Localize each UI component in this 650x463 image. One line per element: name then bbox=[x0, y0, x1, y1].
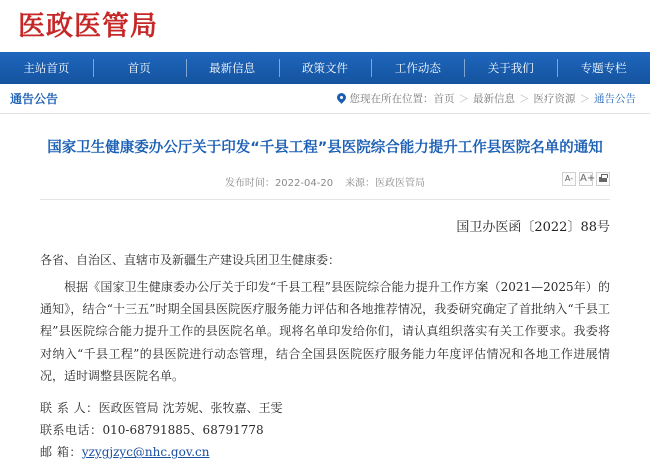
contact-mail: 邮 箱：yzygjzyc@nhc.gov.cn bbox=[40, 445, 210, 460]
article-tools bbox=[562, 172, 610, 186]
font-increase-button[interactable]: A+ bbox=[580, 172, 596, 184]
breadcrumb bbox=[0, 84, 650, 114]
breadcrumb-prefix: 您现在所在位置： bbox=[349, 93, 434, 105]
document-number: 国卫办医函〔2022〕88号 bbox=[456, 219, 610, 235]
nav-item-home[interactable]: 首页 bbox=[93, 52, 186, 84]
body-paragraph-1: 根据《国家卫生健康委办公厅关于印发“千县工程”县医院综合能力提升工作方案（2021—2025年）的通知》，结合“十三五”时期全国县医院医疗服务能力评估和各地推荐情况，我委研究确定了首批纳入“千县工程”县医院综合能力提升工作的县医院名单。现将名单印发给你们，请认真组织落实有关工作要求。我委将对纳入“千县工程”的县医院进行动态管理，结合全国县医院医疗服务能力年度评估情况和各地工作进展情况，适时调整县医院名单。 bbox=[40, 279, 610, 383]
breadcrumb-current: 通告公告 bbox=[594, 93, 636, 105]
section-title: 通告公告 bbox=[10, 92, 59, 106]
article-source: 来源：医政医管局 bbox=[345, 177, 426, 189]
nav-item-work-updates[interactable]: 工作动态 bbox=[371, 52, 464, 84]
breadcrumb-separator: ＞ bbox=[519, 93, 530, 105]
main-navigation bbox=[0, 52, 650, 84]
breadcrumb-link-home[interactable]: 首页 bbox=[433, 93, 455, 105]
breadcrumb-separator: ＞ bbox=[579, 93, 590, 105]
nav-item-about-us[interactable]: 关于我们 bbox=[464, 52, 557, 84]
nav-item-special-topics[interactable]: 专题专栏 bbox=[557, 52, 650, 84]
salutation: 各省、自治区、直辖市及新疆生产建设兵团卫生健康委： bbox=[40, 252, 341, 267]
contact-person: 联 系 人：医政医管局 沈芳妮、张牧嘉、王雯 bbox=[40, 400, 283, 415]
article-body bbox=[40, 249, 610, 387]
nav-item-main-home[interactable]: 主站首页 bbox=[23, 61, 70, 75]
site-header bbox=[0, 0, 650, 52]
print-icon[interactable] bbox=[596, 172, 610, 186]
page-title: 国家卫生健康委办公厅关于印发“千县工程”县医院综合能力提升工作县医院名单的通知 bbox=[47, 140, 603, 156]
breadcrumb-link-latest[interactable]: 最新信息 bbox=[473, 93, 515, 105]
nav-item-latest-news[interactable]: 最新信息 bbox=[186, 52, 279, 84]
font-decrease-button[interactable]: A- bbox=[562, 172, 576, 186]
publish-time: 发布时间：2022-04-20 bbox=[224, 177, 334, 189]
breadcrumb-link-resources[interactable]: 医疗资源 bbox=[533, 93, 576, 105]
contact-phone: 联系电话：010-68791885、68791778 bbox=[40, 423, 264, 438]
article-container bbox=[0, 114, 650, 463]
contact-block bbox=[40, 397, 610, 463]
breadcrumb-separator: ＞ bbox=[458, 93, 469, 105]
breadcrumb-path bbox=[337, 91, 637, 106]
nav-item-policy-documents[interactable]: 政策文件 bbox=[279, 52, 372, 84]
article-meta bbox=[40, 174, 610, 189]
email-link[interactable]: yzygjzyc@nhc.gov.cn bbox=[81, 445, 210, 460]
meta-divider bbox=[40, 199, 610, 200]
location-pin-icon bbox=[337, 93, 346, 104]
site-logo[interactable]: 医政医管局 bbox=[18, 10, 158, 42]
